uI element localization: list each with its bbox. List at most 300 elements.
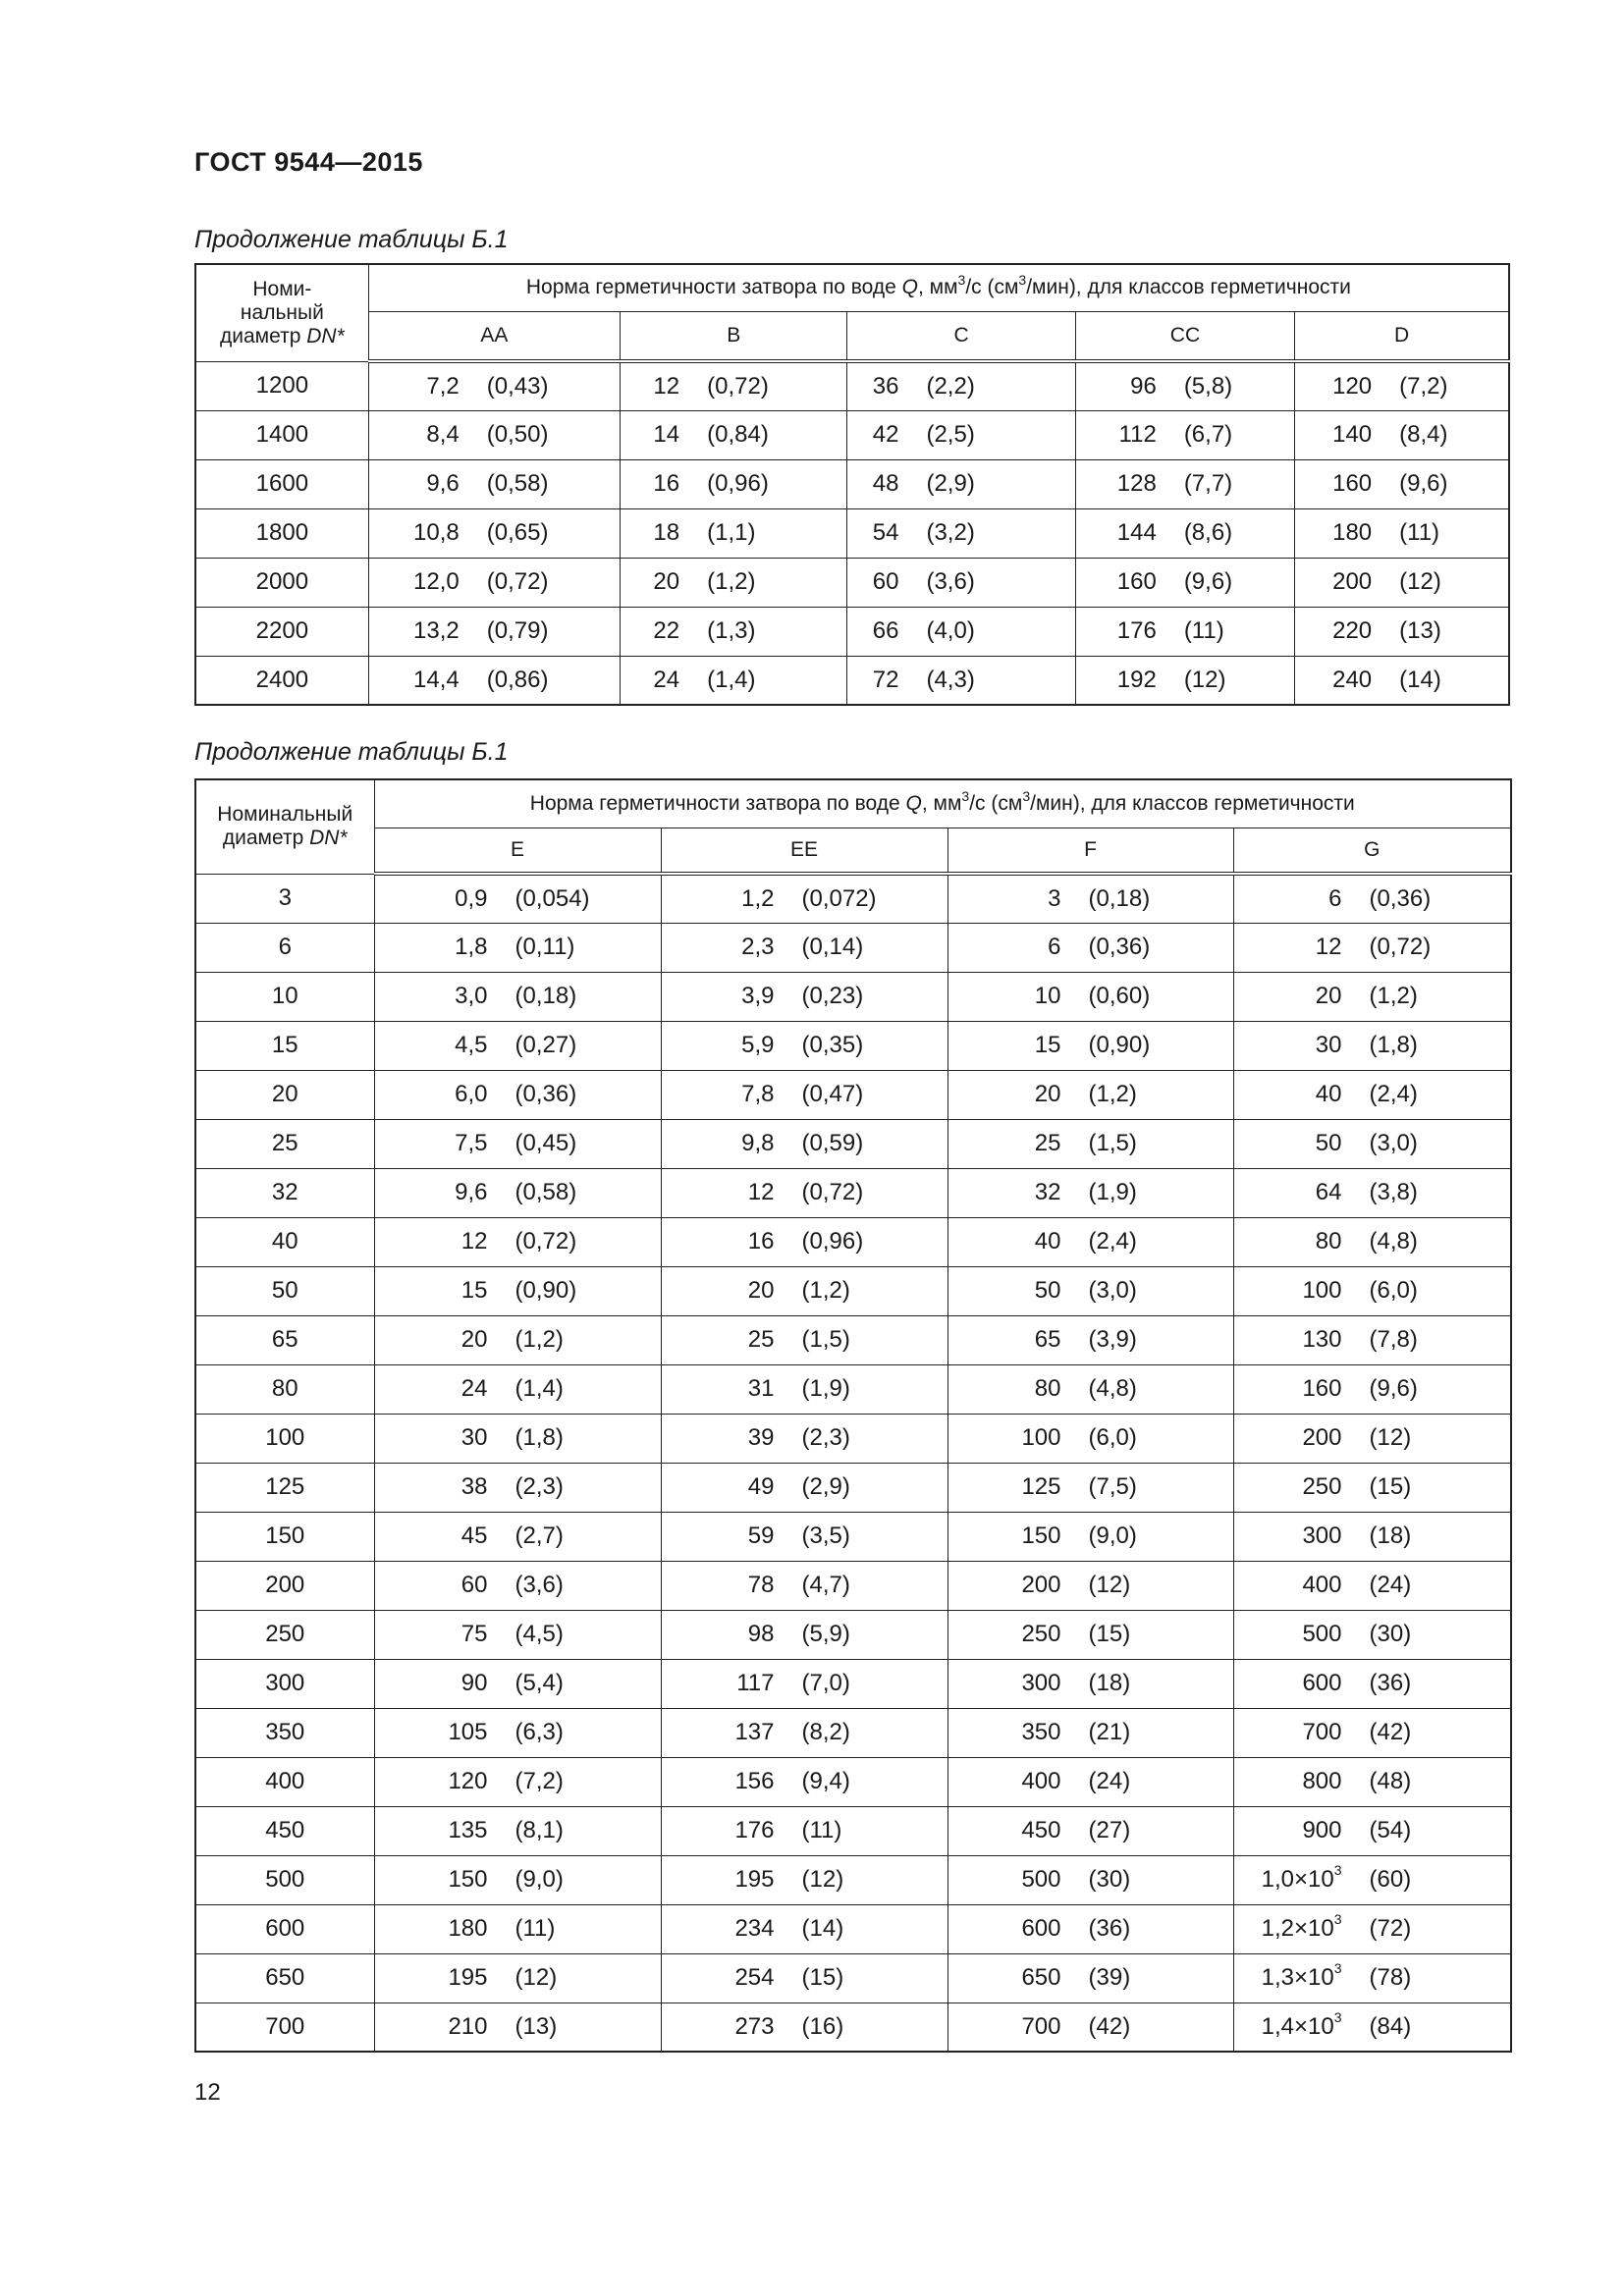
value: 4,5	[455, 1032, 488, 1058]
dn-cell: 25	[195, 1119, 374, 1168]
value-per-minute: (0,72)	[486, 568, 549, 595]
value-cell	[374, 1364, 661, 1414]
value-cell	[947, 1414, 1233, 1463]
class-header: D	[1295, 311, 1509, 361]
value-cell	[1233, 1561, 1511, 1610]
value-per-minute: (18)	[1369, 1522, 1412, 1549]
dn-cell: 15	[195, 1021, 374, 1070]
value-per-minute: (7,8)	[1369, 1326, 1418, 1353]
value: 117	[736, 1670, 775, 1696]
value-per-minute: (8,2)	[801, 1719, 850, 1745]
value-per-minute: (21)	[1088, 1719, 1131, 1745]
dn-cell: 2000	[195, 558, 368, 607]
value-cell	[374, 1070, 661, 1119]
value: 180	[1332, 519, 1373, 546]
table-row	[195, 1512, 1511, 1561]
value: 32	[1034, 1179, 1061, 1205]
value-per-minute: (0,84)	[707, 421, 769, 448]
value-cell	[1295, 607, 1509, 656]
value: 15	[460, 1277, 488, 1304]
value-per-minute: (1,2)	[1369, 983, 1418, 1009]
value-per-minute: (3,2)	[926, 519, 975, 546]
value: 40	[1315, 1081, 1342, 1107]
value-cell	[661, 2002, 947, 2052]
value-cell	[1295, 558, 1509, 607]
value-cell	[374, 2002, 661, 2052]
table-row	[195, 1315, 1511, 1364]
value-cell	[1295, 656, 1509, 705]
value-cell	[1075, 361, 1294, 410]
value: 195	[448, 1964, 488, 1991]
value-cell	[374, 1659, 661, 1708]
value-per-minute: (2,2)	[926, 372, 975, 400]
class-header: C	[847, 311, 1075, 361]
value-per-minute: (0,72)	[801, 1179, 864, 1205]
value-cell	[947, 1119, 1233, 1168]
value: 78	[747, 1572, 775, 1598]
value-per-minute: (0,58)	[486, 470, 549, 497]
value: 176	[1116, 617, 1157, 644]
value-per-minute: (24)	[1088, 1768, 1131, 1794]
value: 20	[460, 1326, 488, 1353]
value-cell	[374, 874, 661, 923]
value-per-minute: (7,7)	[1183, 470, 1233, 497]
table-row	[195, 1708, 1511, 1757]
value: 12	[460, 1228, 488, 1255]
value-per-minute: (0,50)	[486, 421, 549, 448]
dn-cell: 700	[195, 2002, 374, 2052]
dn-header-line3-italic: DN*	[306, 324, 345, 347]
value-per-minute: (12)	[1088, 1572, 1131, 1598]
value-per-minute: (4,3)	[926, 666, 975, 693]
value-per-minute: (1,4)	[707, 666, 756, 693]
value: 2,3	[741, 934, 775, 960]
value-cell	[1233, 1119, 1511, 1168]
value: 75	[460, 1621, 488, 1647]
value-per-minute: (9,6)	[1183, 568, 1233, 595]
value-per-minute: (7,5)	[1088, 1473, 1137, 1500]
value: 140	[1332, 421, 1373, 448]
value: 9,6	[426, 470, 460, 497]
value-cell	[374, 1217, 661, 1266]
table-row	[195, 1610, 1511, 1659]
value-per-minute: (3,0)	[1369, 1130, 1418, 1156]
value-cell	[661, 1708, 947, 1757]
norm-header-unit-b: /с (см	[969, 791, 1023, 815]
value-per-minute: (0,23)	[801, 983, 864, 1009]
value-per-minute: (0,58)	[514, 1179, 577, 1205]
value: 240	[1332, 666, 1373, 693]
value-cell	[1233, 1806, 1511, 1855]
value: 38	[460, 1473, 488, 1500]
dn-cell: 6	[195, 923, 374, 972]
value-cell	[1233, 874, 1511, 923]
value-per-minute: (9,0)	[514, 1866, 564, 1893]
value: 9,6	[455, 1179, 488, 1205]
value: 220	[1332, 617, 1373, 644]
value: 250	[1021, 1621, 1061, 1647]
value-cell	[847, 410, 1075, 459]
value-cell	[1295, 459, 1509, 508]
dn-cell: 1600	[195, 459, 368, 508]
norm-header-suffix: /мин), для классов герметичности	[1026, 276, 1351, 299]
value: 400	[1302, 1572, 1342, 1598]
value: 25	[1034, 1130, 1061, 1156]
value-per-minute: (1,2)	[707, 568, 756, 595]
table-row	[195, 1855, 1511, 1904]
value: 3,0	[455, 983, 488, 1009]
value: 210	[448, 2012, 488, 2040]
norm-header	[374, 779, 1511, 828]
value-cell	[1233, 1659, 1511, 1708]
dn-cell: 350	[195, 1708, 374, 1757]
value-per-minute: (3,0)	[1088, 1277, 1137, 1304]
value: 800	[1302, 1768, 1342, 1794]
value-per-minute: (0,36)	[1369, 884, 1432, 912]
value: 6,0	[455, 1081, 488, 1107]
value: 100	[1021, 1424, 1061, 1451]
value: 144	[1116, 519, 1157, 546]
value-per-minute: (9,4)	[801, 1768, 850, 1794]
dn-cell: 2200	[195, 607, 368, 656]
table1	[194, 263, 1510, 706]
value: 30	[1315, 1032, 1342, 1058]
value-per-minute: (8,4)	[1399, 421, 1448, 448]
value: 9,8	[741, 1130, 775, 1156]
value-cell	[947, 2002, 1233, 2052]
value-per-minute: (2,4)	[1369, 1081, 1418, 1107]
value: 50	[1034, 1277, 1061, 1304]
value-cell	[1233, 1757, 1511, 1806]
dn-header-line1: Номинальный	[217, 803, 353, 827]
dn-cell: 1800	[195, 508, 368, 558]
value-per-minute: (0,72)	[707, 372, 769, 400]
table-row	[195, 1070, 1511, 1119]
table-row	[195, 508, 1509, 558]
value-per-minute: (2,3)	[514, 1473, 564, 1500]
value-cell	[1075, 459, 1294, 508]
value: 3,9	[741, 983, 775, 1009]
value-per-minute: (2,4)	[1088, 1228, 1137, 1255]
value-per-minute: (1,4)	[514, 1375, 564, 1402]
value-cell	[947, 1266, 1233, 1315]
value-cell	[661, 1021, 947, 1070]
value-cell	[368, 558, 620, 607]
dn-column-header	[195, 264, 368, 361]
value-cell	[1295, 508, 1509, 558]
norm-header-prefix: Норма герметичности затвора по воде	[525, 276, 902, 299]
value-cell	[947, 1463, 1233, 1512]
value: 500	[1021, 1866, 1061, 1893]
dn-header-line1: Номи-	[252, 277, 312, 300]
value: 66	[872, 617, 899, 644]
value-cell	[1233, 1610, 1511, 1659]
table-row	[195, 1904, 1511, 1953]
value-per-minute: (8,6)	[1183, 519, 1233, 546]
value-cell	[661, 1414, 947, 1463]
value-per-minute: (5,9)	[801, 1621, 850, 1647]
value-per-minute: (84)	[1369, 2012, 1412, 2040]
value-cell	[1233, 923, 1511, 972]
value: 160	[1116, 568, 1157, 595]
class-header: CC	[1075, 311, 1294, 361]
value-cell	[947, 1168, 1233, 1217]
dn-cell: 250	[195, 1610, 374, 1659]
dn-cell: 20	[195, 1070, 374, 1119]
table-row	[195, 874, 1511, 923]
value-per-minute: (11)	[801, 1817, 842, 1843]
value-cell	[661, 1561, 947, 1610]
value-cell	[368, 656, 620, 705]
value-cell	[621, 459, 847, 508]
dn-cell: 32	[195, 1168, 374, 1217]
value: $1,4\times 10^3$	[1261, 2008, 1342, 2040]
value: 700	[1302, 1719, 1342, 1745]
value: 30	[460, 1424, 488, 1451]
norm-header-q: Q	[905, 791, 922, 815]
value-per-minute: (11)	[1183, 617, 1224, 644]
norm-header-sup2: 3	[1018, 272, 1027, 289]
value-per-minute: (0,65)	[486, 519, 549, 546]
value-cell	[374, 923, 661, 972]
value-cell	[847, 361, 1075, 410]
norm-header-sup2: 3	[1022, 787, 1031, 804]
dn-cell: 150	[195, 1512, 374, 1561]
table-row	[195, 656, 1509, 705]
value-per-minute: (0,054)	[514, 884, 590, 912]
value: 15	[1034, 1032, 1061, 1058]
value: 160	[1302, 1375, 1342, 1402]
value-cell	[847, 607, 1075, 656]
value: 60	[460, 1572, 488, 1598]
value-per-minute: (9,6)	[1399, 470, 1448, 497]
value: 135	[448, 1817, 488, 1843]
value-per-minute: (3,5)	[801, 1522, 850, 1549]
dn-cell: 600	[195, 1904, 374, 1953]
dn-cell: 40	[195, 1217, 374, 1266]
value: 20	[1034, 1081, 1061, 1107]
value-cell	[947, 923, 1233, 972]
value: 500	[1302, 1621, 1342, 1647]
value: $1,0\times 10^3$	[1261, 1862, 1342, 1893]
value-per-minute: (4,8)	[1369, 1228, 1418, 1255]
norm-header-prefix: Норма герметичности затвора по воде	[529, 791, 906, 815]
table-row	[195, 1266, 1511, 1315]
value-per-minute: (1,1)	[707, 519, 756, 546]
value-cell	[661, 1659, 947, 1708]
value-cell	[947, 1708, 1233, 1757]
table-row	[195, 1021, 1511, 1070]
value-cell	[661, 1070, 947, 1119]
norm-header-unit-b: /с (см	[965, 276, 1019, 299]
table-row	[195, 361, 1509, 410]
value-cell	[661, 1463, 947, 1512]
value-per-minute: (0,59)	[801, 1130, 864, 1156]
value-per-minute: (42)	[1369, 1719, 1412, 1745]
table-row	[195, 1806, 1511, 1855]
table-row	[195, 1953, 1511, 2002]
value-per-minute: (11)	[1399, 519, 1440, 546]
value: 700	[1021, 2012, 1061, 2040]
value-cell	[621, 361, 847, 410]
value-cell	[368, 361, 620, 410]
value: 12	[747, 1179, 775, 1205]
value: 20	[747, 1277, 775, 1304]
value: $1,3\times 10^3$	[1261, 1960, 1342, 1991]
value-per-minute: (30)	[1369, 1621, 1412, 1647]
value-per-minute: (0,18)	[514, 983, 577, 1009]
value: 39	[747, 1424, 775, 1451]
value-cell	[947, 1904, 1233, 1953]
value-per-minute: (0,90)	[514, 1277, 577, 1304]
value: 6	[1328, 884, 1342, 912]
table-row	[195, 1463, 1511, 1512]
value-cell	[661, 1168, 947, 1217]
value: 54	[872, 519, 899, 546]
value-per-minute: (0,36)	[1088, 934, 1151, 960]
table-row	[195, 1168, 1511, 1217]
document-title: ГОСТ 9544—2015	[194, 147, 423, 177]
value-cell	[374, 1806, 661, 1855]
value-per-minute: (0,27)	[514, 1032, 577, 1058]
value-cell	[1233, 1217, 1511, 1266]
value: 200	[1302, 1424, 1342, 1451]
value: 180	[448, 1915, 488, 1942]
value: 31	[747, 1375, 775, 1402]
value-cell	[1233, 1855, 1511, 1904]
value-cell	[947, 1561, 1233, 1610]
class-header: G	[1233, 828, 1511, 874]
value-per-minute: (7,2)	[1399, 372, 1448, 400]
value: 150	[448, 1866, 488, 1893]
value-per-minute: (18)	[1088, 1670, 1131, 1696]
class-header: AA	[368, 311, 620, 361]
value: 48	[872, 470, 899, 497]
value: 1,2	[741, 884, 775, 912]
norm-header-sup1: 3	[957, 272, 966, 289]
dn-cell: 400	[195, 1757, 374, 1806]
value-per-minute: (6,0)	[1369, 1277, 1418, 1304]
value: 7,5	[455, 1130, 488, 1156]
value-cell	[947, 1315, 1233, 1364]
value-per-minute: (1,2)	[1088, 1081, 1137, 1107]
value: 25	[747, 1326, 775, 1353]
value-per-minute: (1,2)	[514, 1326, 564, 1353]
value-cell	[621, 558, 847, 607]
dn-header-line3-prefix: диаметр	[220, 324, 307, 347]
dn-column-header	[195, 779, 374, 874]
value-per-minute: (24)	[1369, 1572, 1412, 1598]
table-row	[195, 972, 1511, 1021]
value-cell	[661, 1855, 947, 1904]
value: 24	[653, 666, 680, 693]
value-cell	[1075, 558, 1294, 607]
value-per-minute: (0,36)	[514, 1081, 577, 1107]
value: 49	[747, 1473, 775, 1500]
value-per-minute: (2,5)	[926, 421, 975, 448]
value-per-minute: (0,86)	[486, 666, 549, 693]
value: 273	[734, 2012, 775, 2040]
norm-header-sup1: 3	[961, 787, 970, 804]
value-cell	[661, 1904, 947, 1953]
value: 600	[1302, 1670, 1342, 1696]
dn-header-line2-italic: DN*	[309, 827, 348, 850]
value-cell	[1075, 607, 1294, 656]
value-per-minute: (11)	[514, 1915, 556, 1942]
value-per-minute: (0,35)	[801, 1032, 864, 1058]
value-per-minute: (39)	[1088, 1964, 1131, 1991]
value-per-minute: (9,6)	[1369, 1375, 1418, 1402]
value-cell	[947, 1953, 1233, 2002]
value-per-minute: (15)	[1088, 1621, 1131, 1647]
value-cell	[947, 1512, 1233, 1561]
value: 20	[653, 568, 680, 595]
value-cell	[947, 1806, 1233, 1855]
value-cell	[661, 1512, 947, 1561]
value-cell	[1233, 1953, 1511, 2002]
value: 3	[1048, 884, 1061, 912]
value: 200	[1021, 1572, 1061, 1598]
value-cell	[1295, 410, 1509, 459]
table2	[194, 778, 1512, 2053]
value: 16	[653, 470, 680, 497]
value-cell	[661, 874, 947, 923]
value-per-minute: (0,96)	[801, 1228, 864, 1255]
value: 1,8	[455, 934, 488, 960]
value-cell	[661, 1217, 947, 1266]
value-per-minute: (0,072)	[801, 884, 877, 912]
value-per-minute: (12)	[1399, 568, 1441, 595]
value-cell	[374, 1266, 661, 1315]
value-cell	[661, 1757, 947, 1806]
value-cell	[1233, 1904, 1511, 1953]
value-per-minute: (1,2)	[801, 1277, 850, 1304]
value-cell	[661, 1610, 947, 1659]
value-cell	[1233, 1364, 1511, 1414]
value-cell	[374, 1168, 661, 1217]
value: 10	[1034, 983, 1061, 1009]
norm-header-suffix: /мин), для классов герметичности	[1030, 791, 1355, 815]
value: 14,4	[413, 666, 460, 693]
value-cell	[621, 410, 847, 459]
value: 450	[1021, 1817, 1061, 1843]
value-cell	[621, 508, 847, 558]
value: 59	[747, 1522, 775, 1549]
value: 105	[448, 1719, 488, 1745]
value-per-minute: (0,18)	[1088, 884, 1151, 912]
value: 112	[1118, 421, 1157, 448]
value-per-minute: (2,7)	[514, 1522, 564, 1549]
value: 22	[653, 617, 680, 644]
value-cell	[947, 1021, 1233, 1070]
value-per-minute: (48)	[1369, 1768, 1412, 1794]
value-per-minute: (36)	[1088, 1915, 1131, 1942]
norm-header	[368, 264, 1509, 311]
value-cell	[661, 1364, 947, 1414]
value-cell	[368, 410, 620, 459]
value-cell	[847, 656, 1075, 705]
value-per-minute: (0,96)	[707, 470, 769, 497]
norm-header-q: Q	[901, 276, 918, 299]
value-per-minute: (0,79)	[486, 617, 549, 644]
value-per-minute: (2,9)	[801, 1473, 850, 1500]
value: 120	[448, 1768, 488, 1794]
dn-cell: 1200	[195, 361, 368, 410]
value-per-minute: (54)	[1369, 1817, 1412, 1843]
value: 100	[1302, 1277, 1342, 1304]
value-cell	[374, 1757, 661, 1806]
value: 36	[872, 372, 899, 400]
